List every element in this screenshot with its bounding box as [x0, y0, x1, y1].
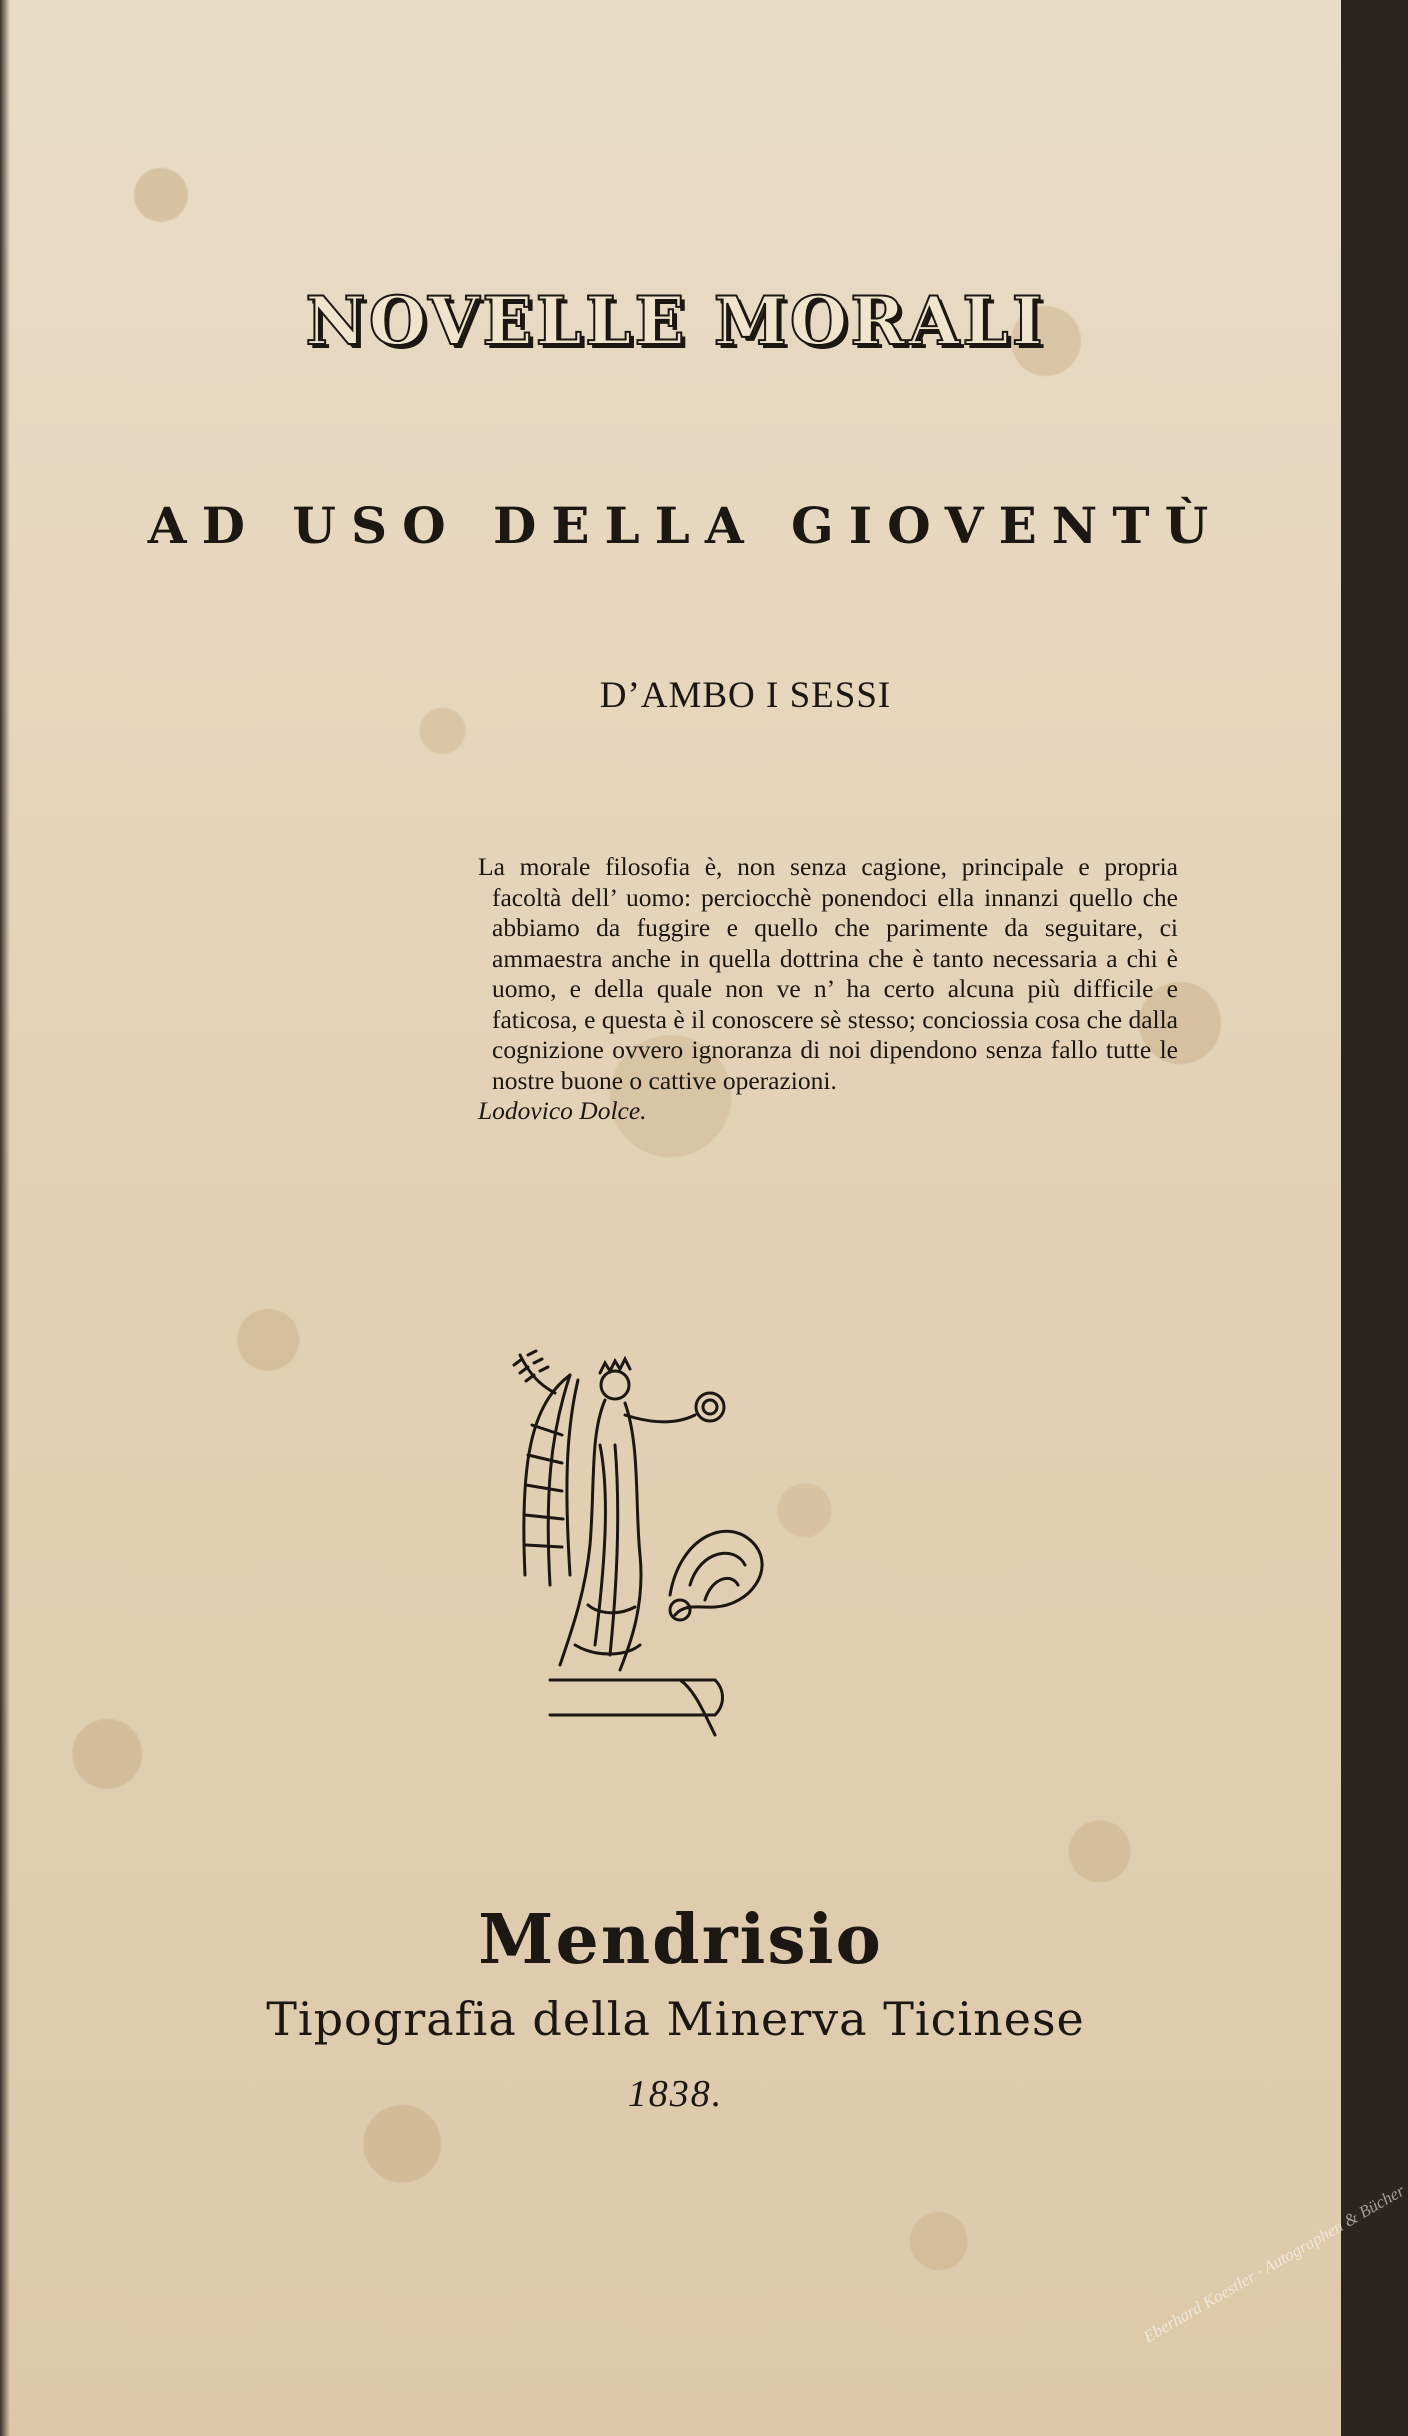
- book-subtitle-second-line: D’AMBO I SESSI: [599, 675, 892, 716]
- winged-figure-vignette: [500, 1345, 800, 1735]
- imprint-printer: Tipografia della Minerva Ticinese: [266, 1992, 1085, 2046]
- imprint-year: 1838.: [627, 2073, 724, 2115]
- epigraph-attribution: Lodovico Dolce.: [478, 1096, 647, 1125]
- book-subtitle: AD USO DELLA GIOVENTÙ: [147, 496, 1224, 555]
- epigraph-text: La morale filosofia è, non senza cagione, principale e propria facoltà dell’ uomo: perciocchè ponendoci ella innanzi quello che abbiamo da fuggire e quello che parimente da seguitare, ci ammaestra anche in quella dottrina che è tanto necessaria a chi è uomo, e della quale non ve n’ ha certo alcuna più difficile e faticosa, e questa è il conoscere sè stesso; conciossia cosa che dalla cognizione ovvero ignoranza di noi dipendono senza fallo tutte le nostre buone o cattive operazioni.: [478, 852, 1178, 1095]
- epigraph: [478, 852, 1178, 1127]
- dealer-watermark: Eberhard Koestler · Autographen & Bücher: [1140, 2180, 1408, 2347]
- book-title: NOVELLE MORALI: [305, 282, 1046, 360]
- imprint-city: Mendrisio: [478, 1900, 883, 1980]
